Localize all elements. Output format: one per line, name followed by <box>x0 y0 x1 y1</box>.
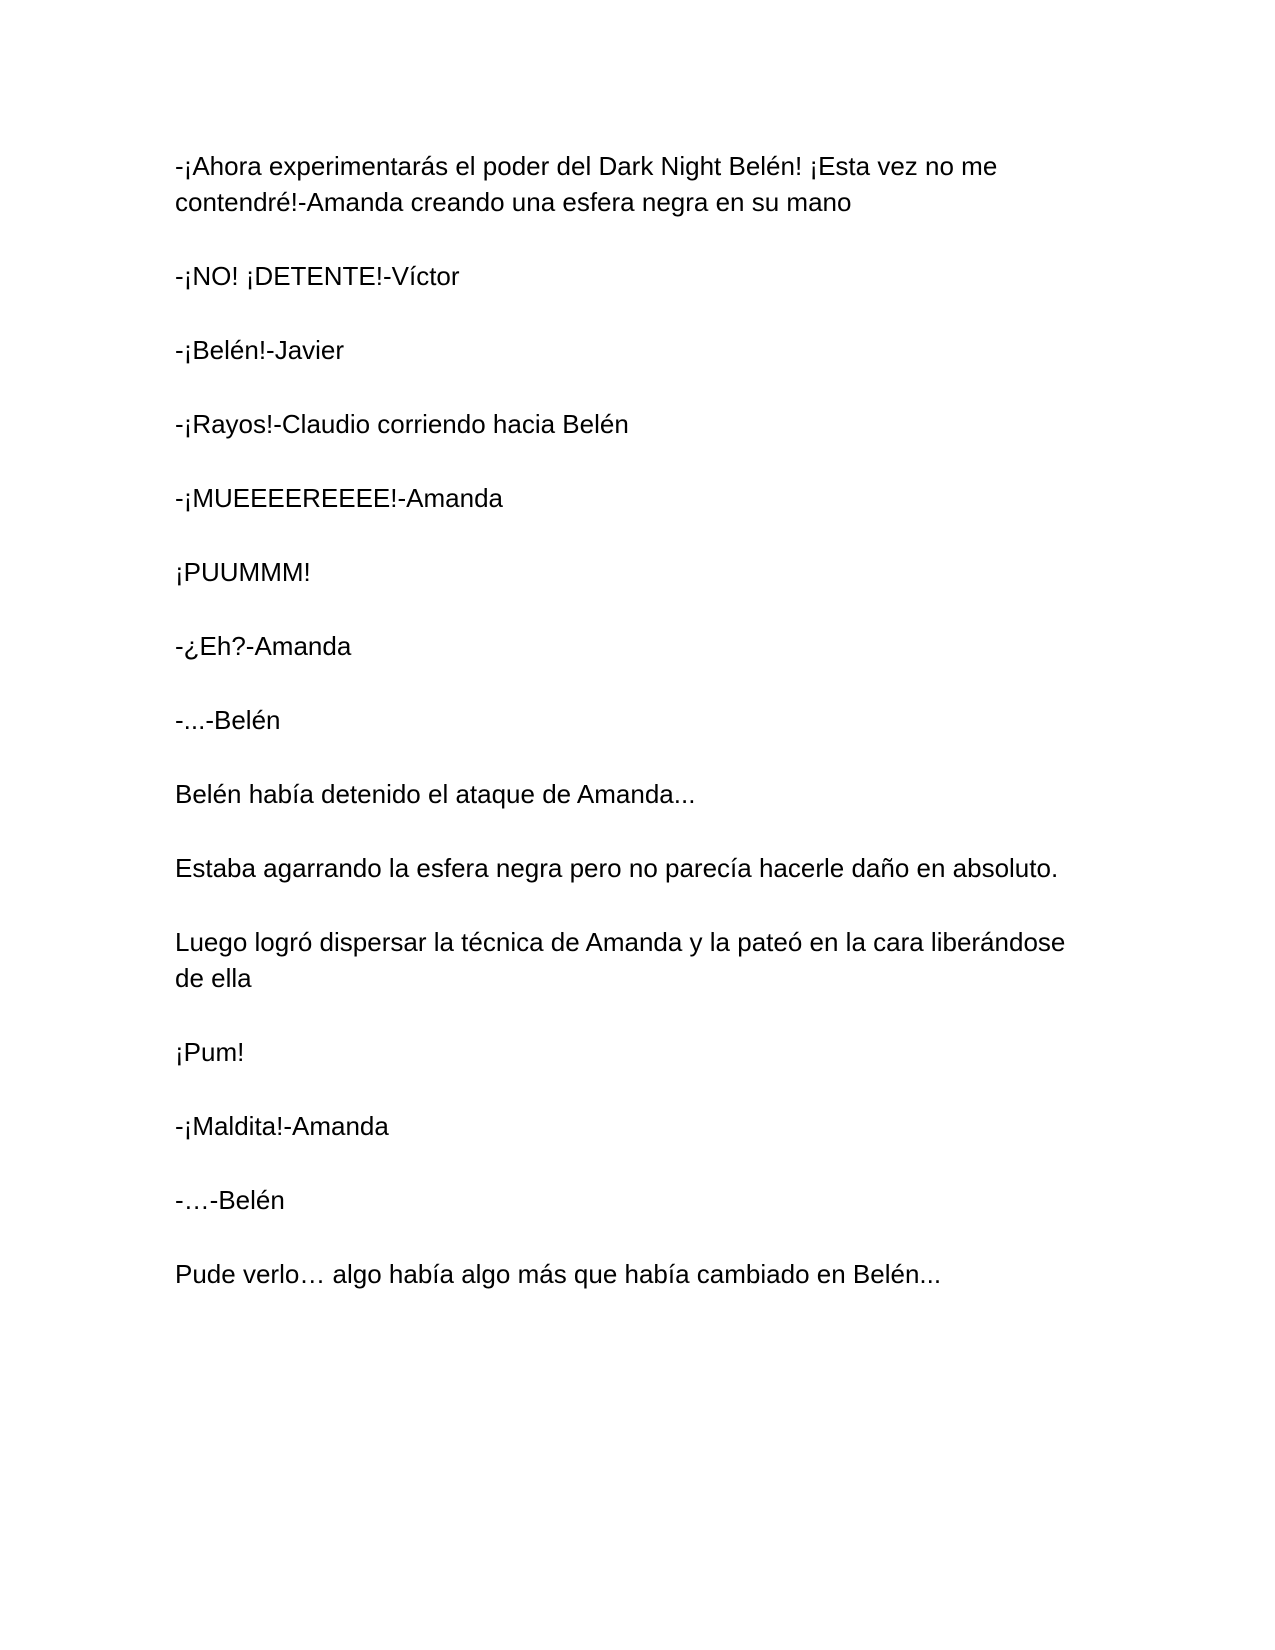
paragraph-15: Pude verlo… algo había algo más que había cambiado en Belén... <box>175 1259 942 1289</box>
paragraph-7: -¿Eh?-Amanda <box>175 631 352 661</box>
paragraph-2: -¡NO! ¡DETENTE!-Víctor <box>175 261 460 291</box>
document-body <box>175 148 1075 1330</box>
paragraph-10: Estaba agarrando la esfera negra pero no parecía hacerle daño en absoluto. <box>175 853 1059 883</box>
paragraph-9: Belén había detenido el ataque de Amanda... <box>175 779 696 809</box>
paragraph-4: -¡Rayos!-Claudio corriendo hacia Belén <box>175 409 629 439</box>
paragraph-11: Luego logró dispersar la técnica de Amanda y la pateó en la cara liberándose de ella <box>175 927 1066 993</box>
paragraph-8: -...-Belén <box>175 705 281 735</box>
paragraph-13: -¡Maldita!-Amanda <box>175 1111 389 1141</box>
paragraph-12: ¡Pum! <box>175 1037 245 1067</box>
paragraph-3: -¡Belén!-Javier <box>175 335 345 365</box>
paragraph-14: -…-Belén <box>175 1185 285 1215</box>
paragraph-1: -¡Ahora experimentarás el poder del Dark Night Belén! ¡Esta vez no me contendré!-Amanda creando una esfera negra en su mano <box>175 151 998 217</box>
paragraph-6: ¡PUUMMM! <box>175 557 311 587</box>
paragraph-5: -¡MUEEEEREEEE!-Amanda <box>175 483 503 513</box>
